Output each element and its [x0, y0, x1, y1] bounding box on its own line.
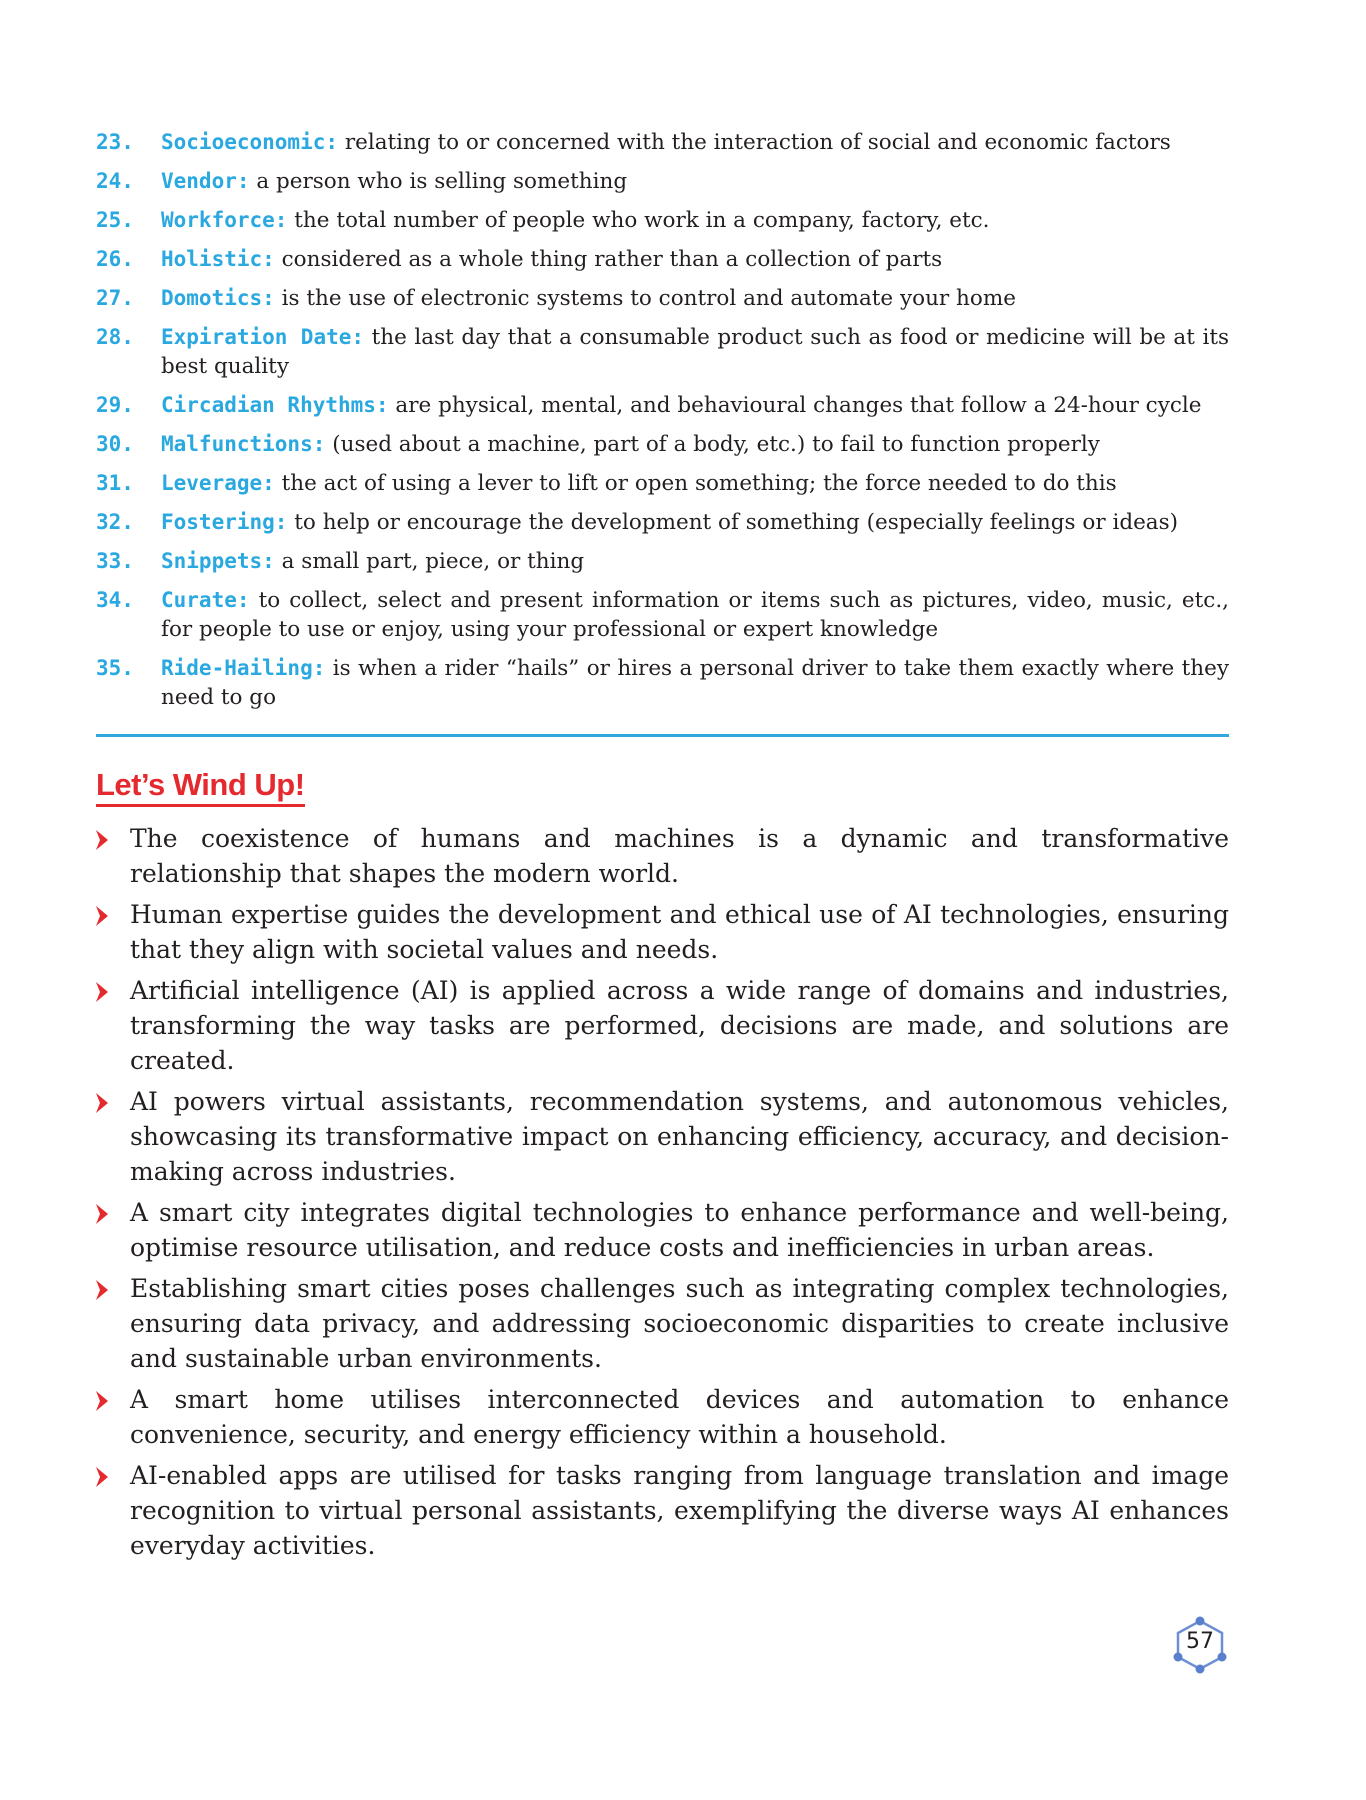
summary-point [96, 1382, 1229, 1452]
summary-point-text: The coexistence of humans and machines is a dynamic and transformative relationship that shapes the modern world. [130, 824, 1229, 888]
section-divider [96, 734, 1229, 737]
glossary-number: 28. [96, 325, 134, 349]
glossary-number: 35. [96, 656, 134, 680]
red-arrowhead-bullet-icon [96, 897, 130, 932]
glossary-item [96, 206, 1229, 235]
summary-point [96, 973, 1229, 1078]
glossary-term: Ride-Hailing: [161, 656, 326, 680]
glossary-item [96, 284, 1229, 313]
glossary-number: 24. [96, 169, 134, 193]
glossary-number: 30. [96, 432, 134, 456]
glossary-definition: a small part, piece, or thing [274, 549, 585, 574]
summary-point [96, 821, 1229, 891]
glossary-definition: is when a rider “hails” or hires a personal driver to take them exactly where they need to go [161, 656, 1229, 710]
summary-points-list [96, 821, 1229, 1563]
glossary-entry [161, 469, 1229, 498]
glossary-item [96, 586, 1229, 644]
summary-point [96, 1271, 1229, 1376]
page-number-badge [1172, 1615, 1228, 1675]
glossary-entry [161, 284, 1229, 313]
glossary-item [96, 323, 1229, 381]
summary-point-text: A smart home utilises interconnected devices and automation to enhance convenience, security, and energy efficiency within a household. [130, 1385, 1229, 1449]
glossary-term: Workforce: [161, 208, 288, 232]
summary-point-text: A smart city integrates digital technologies to enhance performance and well-being, optimise resource utilisation, and reduce costs and inefficiencies in urban areas. [130, 1198, 1229, 1262]
glossary-number: 32. [96, 510, 134, 534]
glossary-definition: the last day that a consumable product such as food or medicine will be at its best quality [161, 325, 1229, 379]
glossary-number: 34. [96, 588, 134, 612]
summary-point-text: AI-enabled apps are utilised for tasks ranging from language translation and image recognition to virtual personal assistants, exemplifying the diverse ways AI enhances everyday activities. [130, 1461, 1229, 1560]
glossary-item [96, 245, 1229, 274]
red-arrowhead-bullet-icon [96, 1271, 130, 1306]
glossary-item [96, 430, 1229, 459]
glossary-entry [161, 128, 1229, 157]
glossary-entry [161, 206, 1229, 235]
glossary-entry [161, 245, 1229, 274]
glossary-entry [161, 167, 1229, 196]
glossary-number: 31. [96, 471, 134, 495]
glossary-item [96, 391, 1229, 420]
glossary-entry [161, 654, 1229, 712]
glossary-number: 23. [96, 130, 134, 154]
glossary-entry [161, 547, 1229, 576]
glossary-term: Expiration Date: [161, 325, 365, 349]
glossary-term: Domotics: [161, 286, 275, 310]
glossary-item [96, 547, 1229, 576]
red-arrowhead-bullet-icon [96, 1382, 130, 1417]
glossary-term: Curate: [161, 588, 250, 612]
red-arrowhead-bullet-icon [96, 821, 130, 856]
glossary-definition: (used about a machine, part of a body, etc.) to fail to function properly [325, 432, 1100, 457]
glossary-term: Leverage: [161, 471, 275, 495]
summary-point [96, 897, 1229, 967]
red-arrowhead-bullet-icon [96, 1458, 130, 1493]
summary-point [96, 1458, 1229, 1563]
glossary-definition: is the use of electronic systems to control and automate your home [274, 286, 1016, 311]
glossary-number: 25. [96, 208, 134, 232]
page-number: 57 [1186, 1629, 1214, 1654]
summary-point-text: Establishing smart cities poses challenges such as integrating complex technologies, ensuring data privacy, and addressing socioeconomic disparities to create inclusive and sustainable urban environments. [130, 1274, 1229, 1373]
red-arrowhead-bullet-icon [96, 1195, 130, 1230]
glossary-item [96, 469, 1229, 498]
glossary-definition: a person who is selling something [249, 169, 628, 194]
summary-point-text: Artificial intelligence (AI) is applied across a wide range of domains and industries, transforming the way tasks are performed, decisions are made, and solutions are created. [130, 976, 1229, 1075]
glossary-entry [161, 430, 1229, 459]
glossary-item [96, 654, 1229, 712]
glossary-term: Vendor: [161, 169, 250, 193]
glossary-definition: to collect, select and present information or items such as pictures, video, music, etc., for people to use or enjoy, using your professional or expert knowledge [161, 588, 1229, 642]
section-heading: Let’s Wind Up! [96, 767, 305, 807]
glossary-definition: the act of using a lever to lift or open something; the force needed to do this [274, 471, 1117, 496]
glossary-term: Holistic: [161, 247, 275, 271]
glossary-entry [161, 508, 1229, 537]
glossary-definition: are physical, mental, and behavioural changes that follow a 24-hour cycle [388, 393, 1202, 418]
summary-point-text: Human expertise guides the development and ethical use of AI technologies, ensuring that they align with societal values and needs. [130, 900, 1229, 964]
glossary-number: 26. [96, 247, 134, 271]
glossary-term: Socioeconomic: [161, 130, 339, 154]
glossary-entry [161, 586, 1229, 644]
glossary-entry [161, 391, 1229, 420]
glossary-list [96, 128, 1229, 712]
summary-point [96, 1195, 1229, 1265]
glossary-definition: to help or encourage the development of something (especially feelings or ideas) [287, 510, 1179, 535]
glossary-number: 27. [96, 286, 134, 310]
glossary-definition: considered as a whole thing rather than a collection of parts [274, 247, 943, 272]
summary-point [96, 1084, 1229, 1189]
red-arrowhead-bullet-icon [96, 1084, 130, 1119]
glossary-term: Circadian Rhythms: [161, 393, 389, 417]
glossary-item [96, 167, 1229, 196]
page-content [96, 128, 1229, 1569]
red-arrowhead-bullet-icon [96, 973, 130, 1008]
glossary-definition: relating to or concerned with the interaction of social and economic factors [338, 130, 1171, 155]
glossary-item [96, 128, 1229, 157]
glossary-term: Snippets: [161, 549, 275, 573]
glossary-number: 29. [96, 393, 134, 417]
glossary-term: Malfunctions: [161, 432, 326, 456]
glossary-entry [161, 323, 1229, 381]
glossary-item [96, 508, 1229, 537]
glossary-definition: the total number of people who work in a company, factory, etc. [287, 208, 990, 233]
glossary-term: Fostering: [161, 510, 288, 534]
summary-point-text: AI powers virtual assistants, recommendation systems, and autonomous vehicles, showcasing its transformative impact on enhancing efficiency, accuracy, and decision-making across industries. [130, 1087, 1229, 1186]
glossary-number: 33. [96, 549, 134, 573]
